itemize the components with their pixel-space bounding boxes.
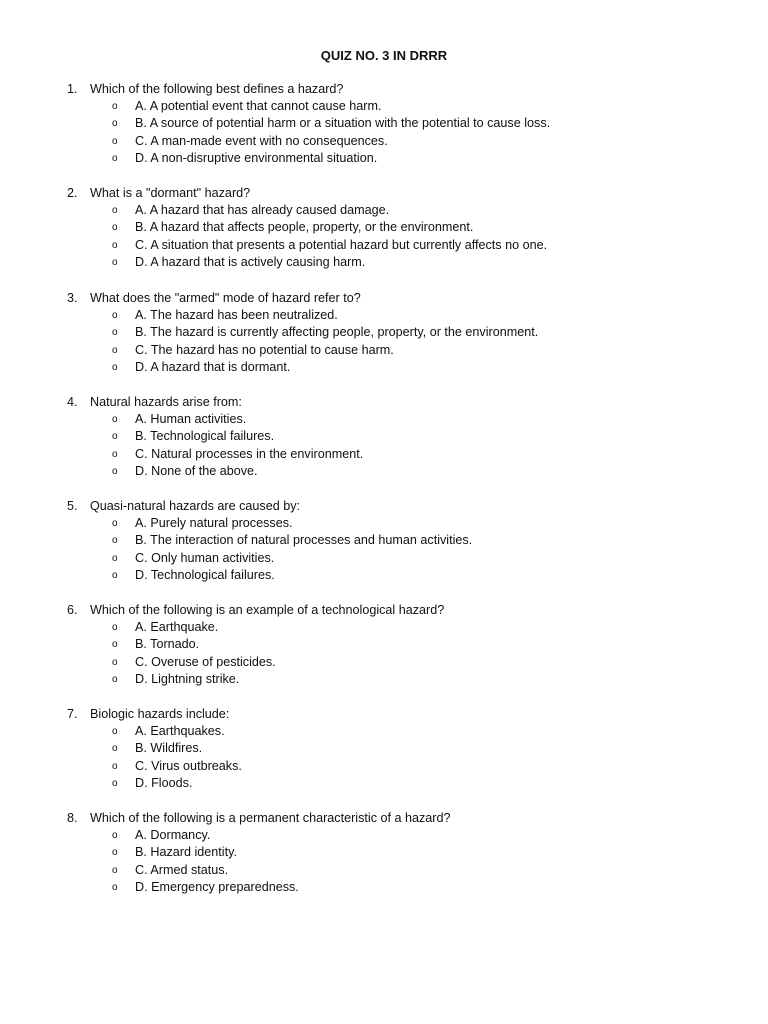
question-number: 1. (67, 82, 78, 96)
answer-option (0, 567, 768, 584)
question-text: Biologic hazards include: (90, 707, 230, 721)
answer-option (0, 133, 768, 150)
option-text: C. Overuse of pesticides. (135, 654, 276, 669)
answer-option (0, 844, 768, 861)
answer-option (0, 550, 768, 567)
bullet-icon: o (112, 743, 118, 755)
option-text: B. Technological failures. (135, 429, 275, 444)
bullet-icon: o (112, 344, 118, 356)
option-text: D. Floods. (135, 776, 193, 791)
option-text: A. Dormancy. (135, 828, 211, 842)
option-text: C. A man-made event with no consequences. (135, 133, 388, 148)
answer-option (0, 723, 768, 740)
answer-option (0, 307, 768, 324)
question-number: 8. (67, 811, 78, 825)
question-text: Which of the following is a permanent characteristic of a hazard? (90, 811, 451, 825)
answer-option (0, 775, 768, 792)
question-number: 6. (67, 603, 78, 617)
bullet-icon: o (112, 362, 118, 374)
question-number: 2. (67, 186, 78, 200)
answer-option (0, 254, 768, 271)
bullet-icon: o (112, 552, 118, 564)
option-text: A. Earthquakes. (135, 724, 225, 738)
question-number: 4. (67, 395, 78, 409)
option-text: B. The interaction of natural processes and human activities. (135, 533, 473, 548)
question-1 (0, 81, 768, 168)
answer-option (0, 219, 768, 236)
bullet-icon: o (112, 674, 118, 686)
option-text: B. Hazard identity. (135, 845, 237, 860)
option-text: A. Earthquake. (135, 620, 219, 634)
bullet-icon: o (112, 830, 118, 841)
bullet-icon: o (112, 118, 118, 130)
question-7 (0, 706, 768, 793)
question-3 (0, 290, 768, 377)
option-text: A. A potential event that cannot cause harm. (135, 99, 382, 113)
bullet-icon: o (112, 135, 118, 147)
question-8 (0, 810, 768, 897)
option-text: D. None of the above. (135, 464, 258, 479)
option-text: D. A non-disruptive environmental situation. (135, 151, 378, 166)
option-text: A. Human activities. (135, 412, 247, 426)
option-text: C. Only human activities. (135, 550, 275, 565)
answer-option (0, 827, 768, 844)
question-number: 3. (67, 291, 78, 305)
answer-option (0, 446, 768, 463)
option-text: B. Tornado. (135, 637, 200, 652)
bullet-icon: o (112, 726, 118, 737)
answer-option (0, 150, 768, 167)
answer-option (0, 654, 768, 671)
answer-option (0, 324, 768, 341)
bullet-icon: o (112, 570, 118, 582)
bullet-icon: o (112, 327, 118, 339)
option-text: C. The hazard has no potential to cause harm. (135, 342, 394, 357)
answer-option (0, 515, 768, 532)
bullet-icon: o (112, 101, 118, 112)
question-2 (0, 185, 768, 272)
option-text: C. A situation that presents a potential hazard but currently affects no one. (135, 237, 548, 252)
answer-option (0, 411, 768, 428)
question-text: Quasi-natural hazards are caused by: (90, 499, 301, 513)
option-text: D. A hazard that is actively causing harm. (135, 255, 366, 270)
option-text: B. Wildfires. (135, 741, 203, 756)
bullet-icon: o (112, 310, 118, 321)
question-4 (0, 394, 768, 481)
question-5 (0, 498, 768, 585)
option-text: A. The hazard has been neutralized. (135, 308, 338, 322)
bullet-icon: o (112, 466, 118, 478)
option-text: C. Armed status. (135, 862, 229, 877)
answer-option (0, 98, 768, 115)
bullet-icon: o (112, 760, 118, 772)
option-text: A. A hazard that has already caused damage. (135, 203, 390, 217)
bullet-icon: o (112, 414, 118, 425)
answer-option (0, 359, 768, 376)
question-text: What is a "dormant" hazard? (90, 186, 251, 200)
bullet-icon: o (112, 639, 118, 651)
answer-option (0, 862, 768, 879)
option-text: C. Natural processes in the environment. (135, 446, 364, 461)
answer-option (0, 636, 768, 653)
option-text: D. Lightning strike. (135, 672, 240, 687)
answer-option (0, 463, 768, 480)
bullet-icon: o (112, 778, 118, 790)
option-text: D. A hazard that is dormant. (135, 360, 291, 375)
option-text: D. Emergency preparedness. (135, 880, 299, 895)
option-text: B. A hazard that affects people, property, or the environment. (135, 220, 474, 235)
bullet-icon: o (112, 622, 118, 633)
answer-option (0, 740, 768, 757)
bullet-icon: o (112, 222, 118, 234)
bullet-icon: o (112, 882, 118, 894)
question-text: What does the "armed" mode of hazard refer to? (90, 291, 361, 305)
answer-option (0, 758, 768, 775)
option-text: D. Technological failures. (135, 568, 275, 583)
bullet-icon: o (112, 535, 118, 547)
question-text: Which of the following best defines a hazard? (90, 82, 344, 96)
answer-option (0, 619, 768, 636)
quiz-title: QUIZ NO. 3 IN DRRR (320, 48, 448, 63)
answer-option (0, 115, 768, 132)
option-text: C. Virus outbreaks. (135, 758, 242, 773)
option-text: B. The hazard is currently affecting people, property, or the environment. (135, 325, 539, 340)
question-6 (0, 602, 768, 689)
answer-option (0, 342, 768, 359)
bullet-icon: o (112, 239, 118, 251)
option-text: A. Purely natural processes. (135, 516, 293, 530)
bullet-icon: o (112, 518, 118, 529)
bullet-icon: o (112, 153, 118, 165)
question-number: 5. (67, 499, 78, 513)
answer-option (0, 428, 768, 445)
question-number: 7. (67, 707, 78, 721)
bullet-icon: o (112, 205, 118, 216)
bullet-icon: o (112, 448, 118, 460)
bullet-icon: o (112, 431, 118, 443)
answer-option (0, 671, 768, 688)
answer-option (0, 202, 768, 219)
question-text: Natural hazards arise from: (90, 395, 242, 409)
question-text: Which of the following is an example of a technological hazard? (90, 603, 445, 617)
answer-option (0, 237, 768, 254)
bullet-icon: o (112, 847, 118, 859)
bullet-icon: o (112, 257, 118, 269)
answer-option (0, 879, 768, 896)
bullet-icon: o (112, 656, 118, 668)
option-text: B. A source of potential harm or a situation with the potential to cause loss. (135, 116, 551, 131)
answer-option (0, 532, 768, 549)
bullet-icon: o (112, 864, 118, 876)
